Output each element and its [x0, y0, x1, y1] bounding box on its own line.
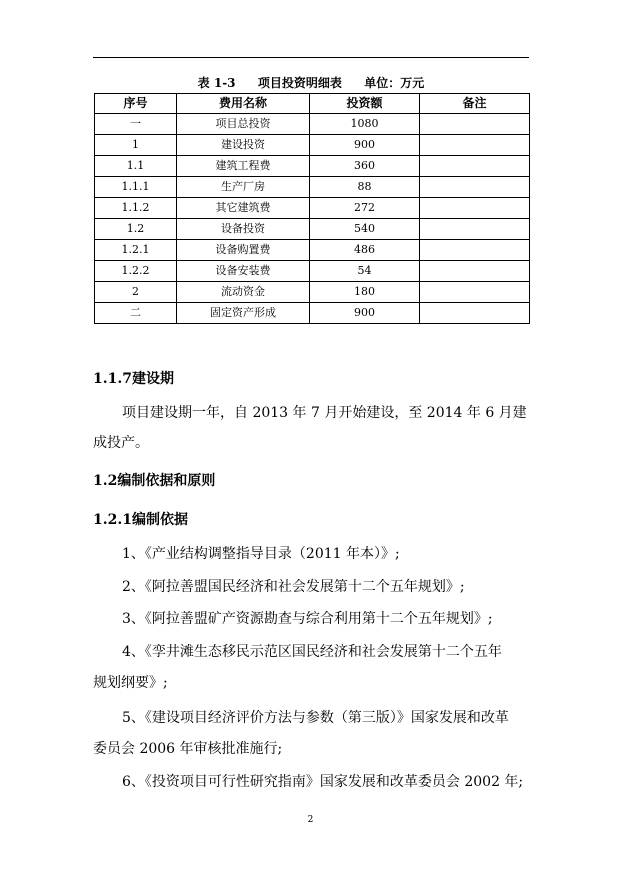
table-row: [95, 177, 530, 198]
basis-item-4: 4、《孪井滩生态移民示范区国民经济和社会发展第十二个五年: [122, 644, 502, 660]
row-index: 1.1: [95, 156, 177, 177]
table-row: [95, 282, 530, 303]
header-amount: 投资额: [310, 94, 420, 114]
row-remark: [420, 240, 530, 261]
page-header-rule: [93, 57, 529, 58]
basis-item-5: 5、《建设项目经济评价方法与参数（第三版）》国家发展和改革: [122, 710, 509, 726]
basis-item-1: 1、《产业结构调整指导目录（2011 年本）》;: [122, 546, 400, 562]
row-index: 1: [95, 135, 177, 156]
table-row: [95, 303, 530, 324]
table-row: [95, 219, 530, 240]
row-cost-name: 项目总投资: [177, 114, 310, 135]
row-amount: 900: [310, 135, 420, 156]
row-cost-name: 固定资产形成: [177, 303, 310, 324]
row-remark: [420, 114, 530, 135]
basis-item-2: 2、《阿拉善盟国民经济和社会发展第十二个五年规划》;: [122, 579, 465, 595]
row-index: 1.2.1: [95, 240, 177, 261]
table-row: [95, 198, 530, 219]
heading-construction-period: 1.1.7建设期: [93, 371, 174, 387]
table-unit: 单位：万元: [364, 76, 425, 90]
investment-detail-table: [94, 93, 530, 324]
row-remark: [420, 198, 530, 219]
row-cost-name: 设备安装费: [177, 261, 310, 282]
row-amount: 540: [310, 219, 420, 240]
basis-item-3: 3、《阿拉善盟矿产资源勘查与综合利用第十二个五年规划》;: [122, 611, 493, 627]
row-index: 1.1.2: [95, 198, 177, 219]
row-remark: [420, 303, 530, 324]
row-amount: 88: [310, 177, 420, 198]
row-cost-name: 其它建筑费: [177, 198, 310, 219]
row-index: 1.2.2: [95, 261, 177, 282]
table-row: [95, 114, 530, 135]
construction-period-line-1: 项目建设期一年，自 2013 年 7 月开始建设，至 2014 年 6 月建: [122, 405, 527, 421]
row-remark: [420, 156, 530, 177]
row-amount: 54: [310, 261, 420, 282]
row-cost-name: 建筑工程费: [177, 156, 310, 177]
row-amount: 360: [310, 156, 420, 177]
basis-item-5-cont: 委员会 2006 年审核批准施行;: [93, 741, 283, 757]
row-cost-name: 设备购置费: [177, 240, 310, 261]
basis-item-4-cont: 规划纲要》;: [93, 675, 168, 691]
header-remark: 备注: [420, 94, 530, 114]
row-amount: 486: [310, 240, 420, 261]
table-row: [95, 156, 530, 177]
basis-item-6: 6、《投资项目可行性研究指南》国家发展和改革委员会 2002 年;: [122, 774, 524, 790]
table-header-row: [95, 94, 530, 114]
heading-compilation-basis: 1.2.1编制依据: [93, 512, 188, 528]
header-cost-name: 费用名称: [177, 94, 310, 114]
table-row: [95, 135, 530, 156]
table-title: 项目投资明细表: [257, 76, 342, 90]
row-amount: 180: [310, 282, 420, 303]
row-cost-name: 流动资金: [177, 282, 310, 303]
row-amount: 272: [310, 198, 420, 219]
row-remark: [420, 135, 530, 156]
table-number: 表 1-3: [197, 76, 236, 90]
row-remark: [420, 177, 530, 198]
row-index: 2: [95, 282, 177, 303]
construction-period-line-2: 成投产。: [93, 435, 149, 451]
row-index: 1.2: [95, 219, 177, 240]
row-cost-name: 设备投资: [177, 219, 310, 240]
row-cost-name: 生产厂房: [177, 177, 310, 198]
row-index: 二: [95, 303, 177, 324]
row-remark: [420, 282, 530, 303]
table-row: [95, 261, 530, 282]
header-index: 序号: [95, 94, 177, 114]
row-index: 1.1.1: [95, 177, 177, 198]
row-remark: [420, 261, 530, 282]
page-number: 2: [307, 815, 314, 825]
row-amount: 900: [310, 303, 420, 324]
row-amount: 1080: [310, 114, 420, 135]
row-remark: [420, 219, 530, 240]
row-index: 一: [95, 114, 177, 135]
table-caption: [93, 74, 529, 91]
row-cost-name: 建设投资: [177, 135, 310, 156]
heading-basis-and-principles: 1.2编制依据和原则: [93, 473, 216, 489]
table-row: [95, 240, 530, 261]
